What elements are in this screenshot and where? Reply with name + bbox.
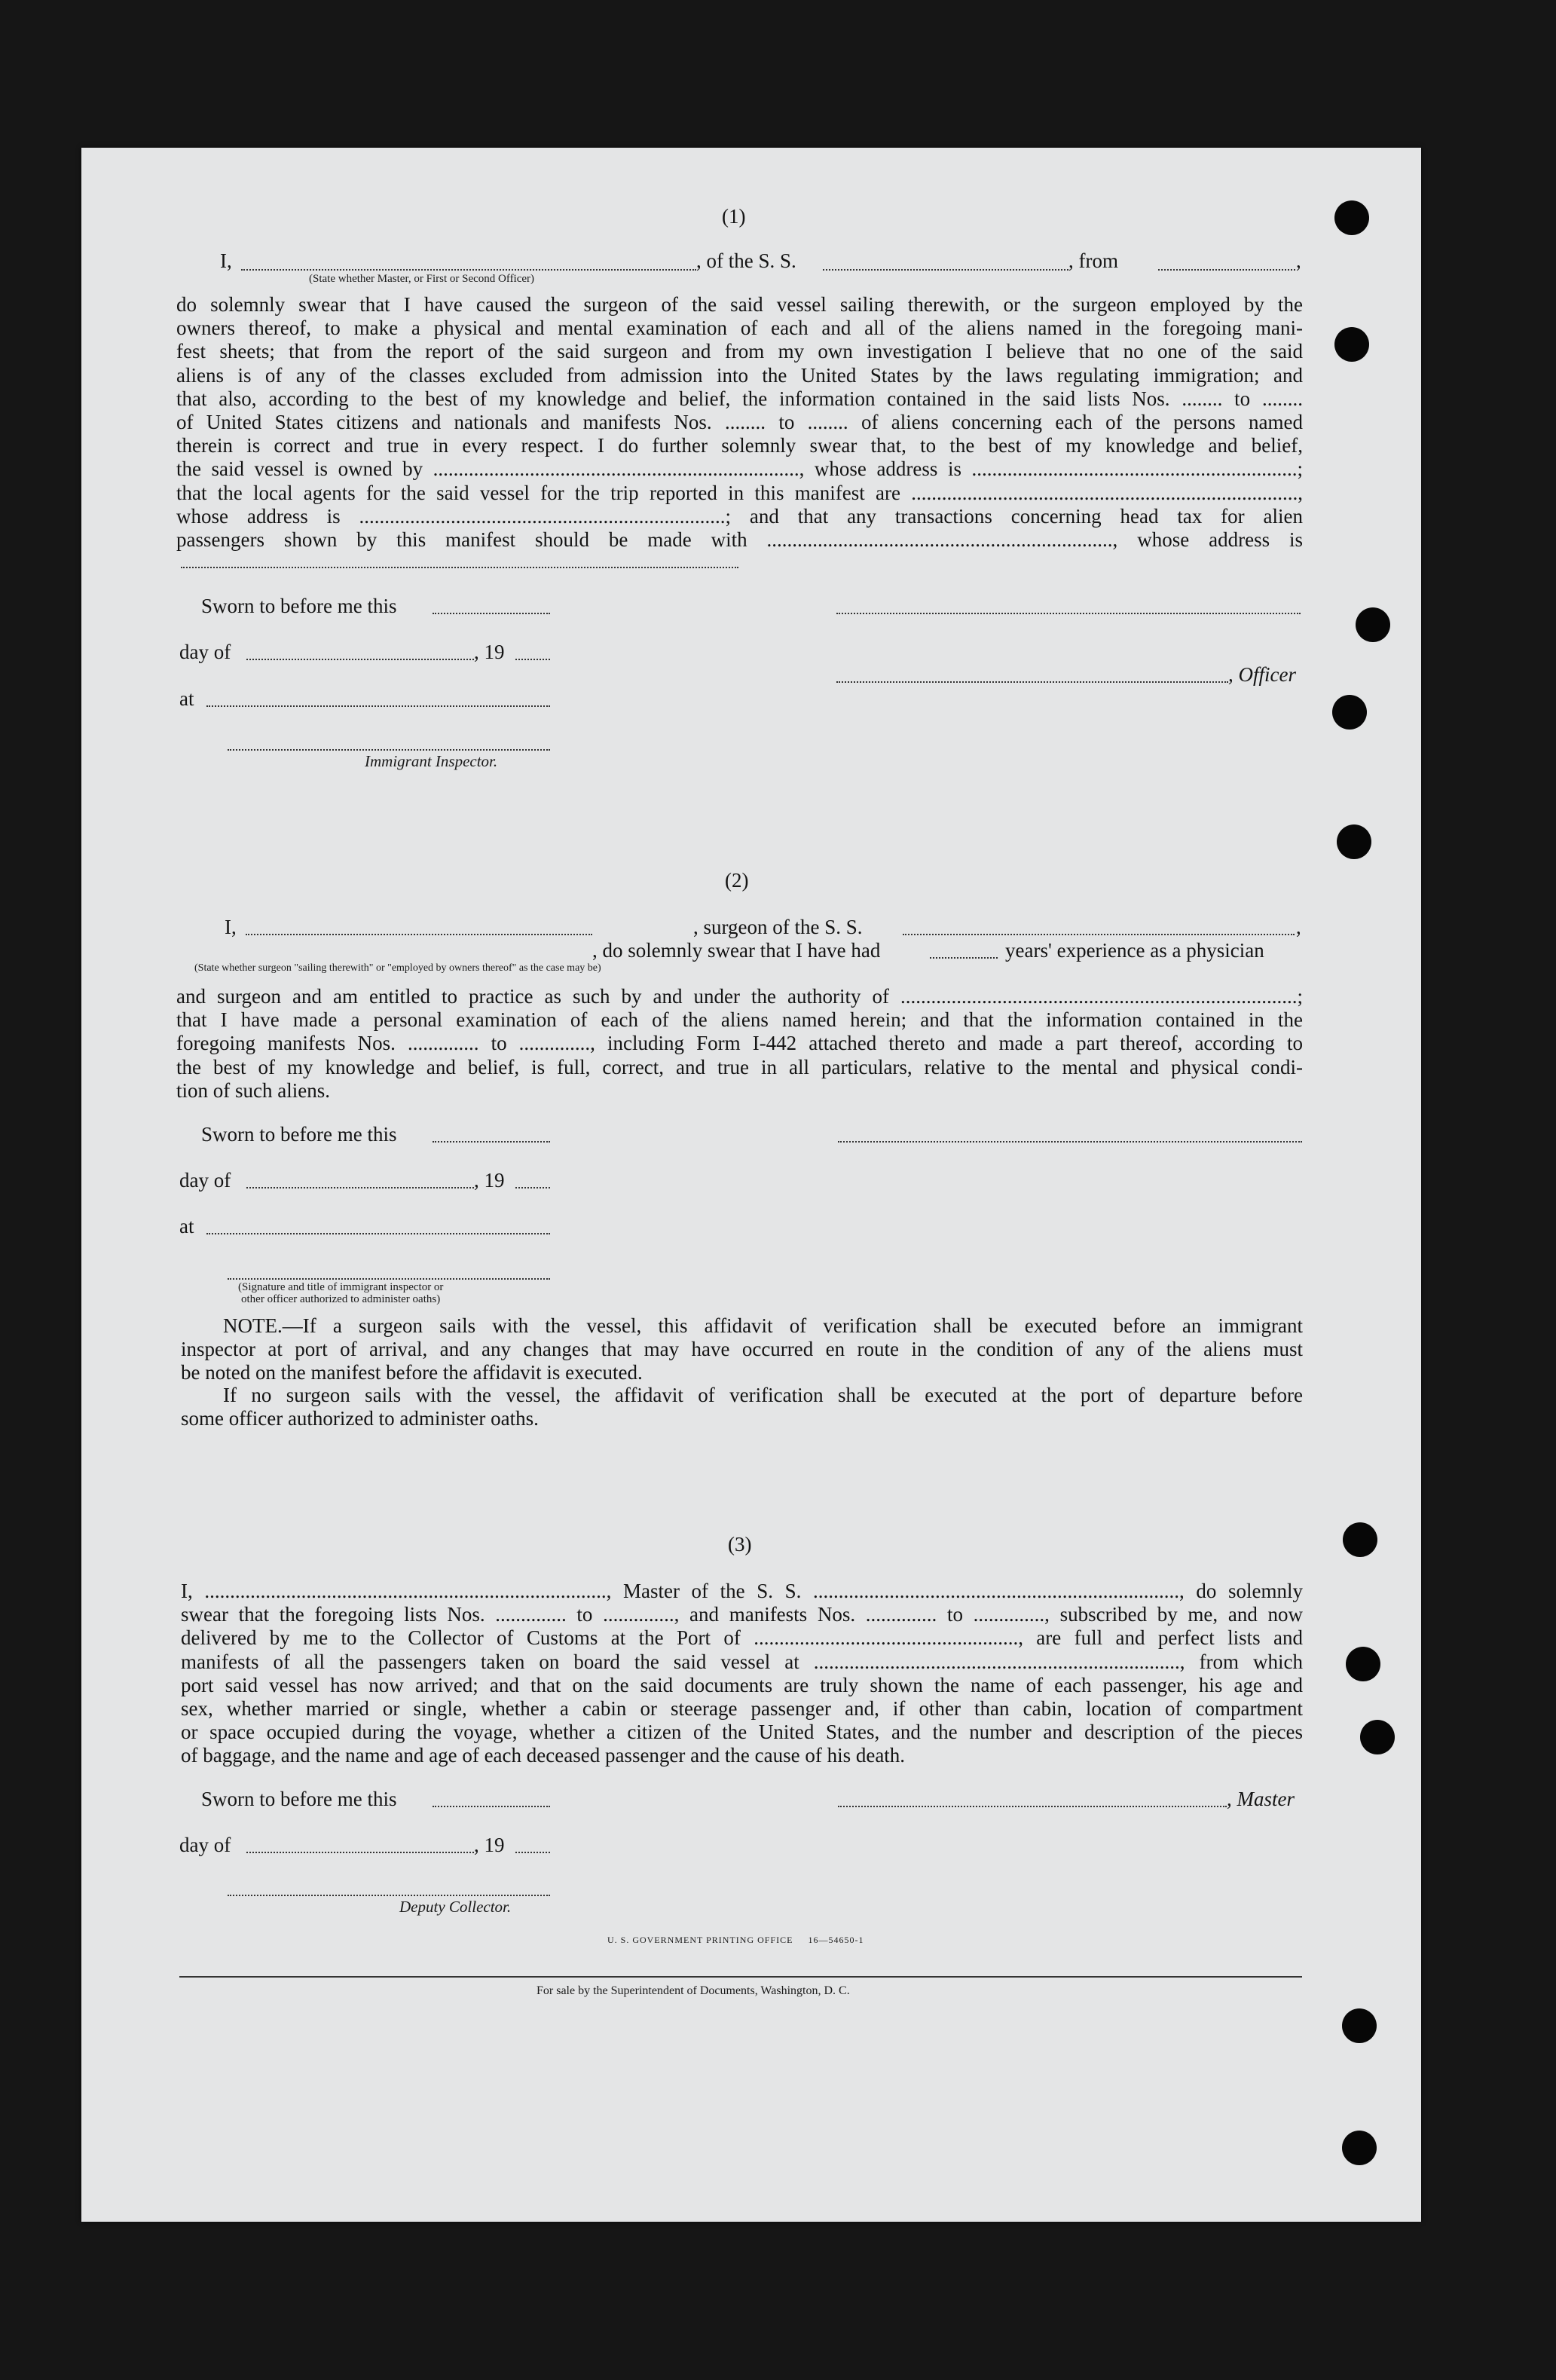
section-1-oath-text — [176, 293, 1303, 552]
oath-line: sex, whether married or single, whether a cabin or steerage passenger and, if other than cabin, location of compartment — [181, 1697, 1303, 1721]
punch-hole — [1342, 2008, 1377, 2043]
section-2-oath-text — [176, 985, 1303, 1103]
section-1-number: (1) — [722, 205, 746, 228]
section-2-i: I, — [225, 916, 237, 938]
sale-notice: For sale by the Superintendent of Documents, Washington, D. C. — [536, 1984, 850, 1997]
officer-name-field[interactable] — [241, 269, 696, 271]
section-1-from-label: , from — [1068, 249, 1118, 272]
surgeon-signature-field[interactable] — [838, 1141, 1302, 1143]
collector-caption: Deputy Collector. — [399, 1898, 512, 1916]
year-field[interactable] — [515, 1187, 550, 1188]
inspector-signature-field[interactable] — [228, 749, 550, 751]
gpo-imprint: U. S. GOVERNMENT PRINTING OFFICE 16—54650-1 — [607, 1935, 864, 1945]
punch-hole — [1342, 2131, 1377, 2165]
punch-hole — [1346, 1647, 1380, 1681]
oath-line: manifests of all the passengers taken on board the said vessel at ........................................................................, from which — [181, 1650, 1303, 1673]
oath-line: tion of such aliens. — [176, 1078, 330, 1102]
note-line: be noted on the manifest before the affidavit is executed. — [181, 1361, 643, 1384]
oath-line: swear that the foregoing lists Nos. .............. to .............., and manifests Nos. .............. to .............., subscribed by me, and now — [181, 1603, 1303, 1626]
oath-line: aliens is of any of the classes excluded from admission into the United States by the laws regulating immigration; and — [176, 363, 1303, 387]
years-experience-label: years' experience as a physician — [1005, 939, 1264, 962]
section-2-surgeon-label: , surgeon of the S. S. — [693, 916, 863, 938]
oath-line: owners thereof, to make a physical and mental examination of each and all of the aliens named in the foregoing mani- — [176, 317, 1303, 340]
punch-hole — [1356, 607, 1390, 642]
sworn-label: Sworn to before me this — [201, 595, 397, 617]
note-2-text — [181, 1384, 1303, 1430]
oath-line: that the local agents for the said vessel for the trip reported in this manifest are ............................................................................, — [176, 481, 1303, 504]
section-3-oath-text — [181, 1580, 1303, 1768]
note-line: inspector at port of arrival, and any changes that may have occurred en route in the condition of any of the aliens must — [181, 1338, 1303, 1361]
note-text — [181, 1314, 1303, 1385]
sworn-date-field[interactable] — [433, 1806, 550, 1807]
oath-line: the said vessel is owned by ........................................................................, whose address is ................................................................; — [176, 457, 1303, 481]
day-of-label: day of — [179, 1169, 231, 1192]
year-field[interactable] — [515, 1852, 550, 1853]
oath-line: of United States citizens and nationals and manifests Nos. ........ to ........ of aliens concerning each of the persons named — [176, 411, 1303, 434]
at-label: at — [179, 1215, 194, 1237]
surgeon-vessel-field[interactable] — [903, 934, 1295, 935]
section-2-number: (2) — [725, 869, 749, 892]
years-field[interactable] — [930, 957, 998, 959]
oath-line: do solemnly swear that I have caused the surgeon of the said vessel sailing therewith, or the surgeon employed by the — [176, 293, 1303, 316]
section-1-vessel-label: , of the S. S. — [696, 249, 796, 272]
punch-hole — [1334, 200, 1369, 235]
signature-note-2: other officer authorized to administer oaths) — [241, 1293, 441, 1305]
oath-line: the best of my knowledge and belief, is full, correct, and true in all particulars, relative to the mental and physical condi- — [176, 1055, 1303, 1078]
oath-line: that also, according to the best of my knowledge and belief, the information contained in the said lists Nos. ........ to ........ — [176, 387, 1303, 410]
section-3-number: (3) — [728, 1533, 752, 1556]
vessel-name-field[interactable] — [823, 269, 1068, 271]
sworn-label: Sworn to before me this — [201, 1123, 397, 1146]
at-place-field[interactable] — [206, 705, 550, 707]
surgeon-name-field[interactable] — [246, 934, 592, 935]
punch-hole — [1343, 1522, 1377, 1557]
month-field[interactable] — [246, 659, 474, 660]
oath-line: fest sheets; that from the report of the said surgeon and from my own investigation I believe that no one of the said — [176, 340, 1303, 363]
section-2-line1-end: , — [1296, 916, 1301, 938]
officer-label: , Officer — [1228, 663, 1296, 686]
day-of-label: day of — [179, 641, 231, 663]
year-label: , 19 — [474, 641, 505, 663]
month-field[interactable] — [246, 1187, 474, 1188]
month-field[interactable] — [246, 1852, 474, 1853]
punch-hole — [1360, 1720, 1395, 1754]
signature-note-1: (Signature and title of immigrant inspector or — [238, 1281, 444, 1293]
master-label: , Master — [1227, 1788, 1295, 1810]
year-field[interactable] — [515, 659, 550, 660]
signature-field[interactable] — [836, 613, 1301, 614]
oath-line: delivered by me to the Collector of Customs at the Port of ...................................................., are full and perfect lists and — [181, 1626, 1303, 1650]
master-signature-field[interactable] — [838, 1806, 1227, 1807]
oath-line: passengers shown by this manifest should be made with ...................................................................., whose address is — [176, 528, 1303, 552]
punch-hole — [1334, 327, 1369, 362]
at-label: at — [179, 687, 194, 710]
oath-line: foregoing manifests Nos. .............. to .............., including Form I-442 attached thereto and made a part thereof, according to — [176, 1032, 1303, 1055]
footer-rule — [179, 1976, 1302, 1978]
note-line: NOTE.—If a surgeon sails with the vessel, this affidavit of verification shall be executed before an immigrant — [223, 1314, 1303, 1337]
oath-line: or space occupied during the voyage, whether a citizen of the United States, and the number and description of the pieces — [181, 1721, 1303, 1744]
officer-note: (State whether Master, or First or Second Officer) — [309, 273, 535, 285]
surgeon-note: (State whether surgeon "sailing therewith" or "employed by owners thereof" as the case may be) — [194, 962, 601, 974]
punch-hole — [1337, 824, 1371, 859]
authorized-officer-signature-field[interactable] — [228, 1278, 550, 1280]
inspector-caption: Immigrant Inspector. — [365, 752, 498, 770]
sworn-date-field[interactable] — [433, 613, 550, 614]
sworn-label: Sworn to before me this — [201, 1788, 397, 1810]
officer-signature-field[interactable] — [836, 681, 1228, 683]
oath-line: whose address is ........................................................................; and that any transactions concerning head tax for alien — [176, 504, 1303, 528]
sworn-date-field[interactable] — [433, 1141, 550, 1143]
oath-line: I, ..............................................................................., Master of the S. S. ........................................................................, do solemnly — [181, 1580, 1303, 1602]
day-of-label: day of — [179, 1834, 231, 1856]
note-line: If no surgeon sails with the vessel, the affidavit of verification shall be executed at the port of departure before — [223, 1384, 1303, 1406]
from-port-field[interactable] — [1158, 269, 1295, 271]
punch-hole — [1332, 695, 1367, 730]
section-1-i: I, — [220, 249, 232, 272]
oath-line: port said vessel has now arrived; and that on the said documents are truly shown the name of each passenger, his age and — [181, 1673, 1303, 1696]
year-label: , 19 — [474, 1834, 505, 1856]
year-label: , 19 — [474, 1169, 505, 1192]
section-2-swear-label: , do solemnly swear that I have had — [592, 939, 881, 962]
oath-line: of baggage, and the name and age of each deceased passenger and the cause of his death. — [181, 1744, 906, 1767]
note-line: some officer authorized to administer oaths. — [181, 1407, 539, 1430]
oath-line: therein is correct and true in every respect. I do further solemnly swear that, to the best of my knowledge and belief, — [176, 434, 1303, 457]
collector-signature-field[interactable] — [228, 1895, 550, 1896]
section-1-line1-end: , — [1296, 249, 1301, 272]
at-place-field[interactable] — [206, 1233, 550, 1234]
oath-line: and surgeon and am entitled to practice as such by and under the authority of ..............................................................................; — [176, 985, 1303, 1008]
head-tax-address-field[interactable] — [181, 567, 738, 568]
oath-line: that I have made a personal examination of each of the aliens named herein; and that the information contained in the — [176, 1008, 1303, 1032]
